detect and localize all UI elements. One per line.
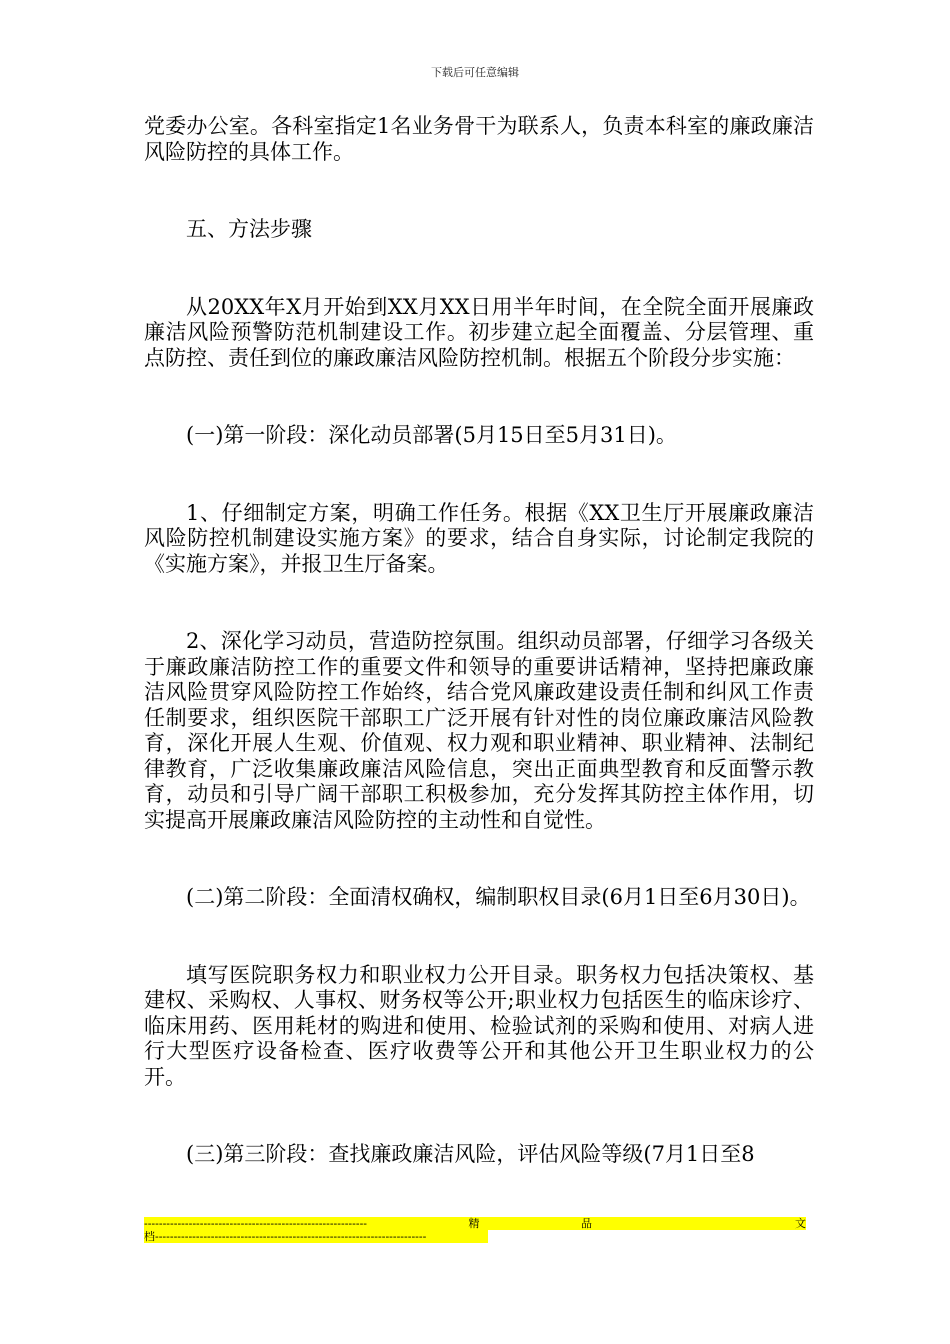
footer-dashes: ------------------------------------------------------------ — [144, 1217, 368, 1230]
footer-row-2: 档------------------------------------------------------------------------- — [144, 1230, 488, 1243]
footer-word-2: 品 — [580, 1217, 592, 1230]
paragraph: (三)第三阶段：查找廉政廉洁风险，评估风险等级(7月1日至8 — [186, 1142, 755, 1166]
paragraph: 填写医院职务权力和职业权力公开目录。职务权力包括决策权、基建权、采购权、人事权、财务权等公开;职业权力包括医生的临床诊疗、临床用药、医用耗材的购进和使用、检验试剂的采购和使用、对病人进行大型医疗设备检查、医疗收费等公开和其他公开卫生职业权力的公开。 — [144, 962, 814, 1089]
paragraph: 从20XX年X月开始到XX月XX日用半年时间，在全院全面开展廉政廉洁风险预警防范机制建设工作。初步建立起全面覆盖、分层管理、重点防控、责任到位的廉政廉洁风险防控机制。根据五个阶段分步实施： — [144, 294, 814, 370]
paragraph: 党委办公室。各科室指定1名业务骨干为联系人，负责本科室的廉政廉洁风险防控的具体工作。 — [144, 114, 814, 164]
document-body — [144, 114, 814, 1168]
paragraph: 2、深化学习动员，营造防控氛围。组织动员部署，仔细学习各级关于廉政廉洁防控工作的重要文件和领导的重要讲话精神，坚持把廉政廉洁风险贯穿风险防控工作始终，结合党风廉政建设责任制和纠风工作责任制要求，组织医院干部职工广泛开展有针对性的岗位廉政廉洁风险教育，深化开展人生观、价值观、权力观和职业精神、职业精神、法制纪律教育，广泛收集廉政廉洁风险信息，突出正面典型教育和反面警示教育，动员和引导广阔干部职工积极参加，充分发挥其防控主体作用，切实提高开展廉政廉洁风险防控的主动性和自觉性。 — [144, 629, 814, 832]
footer-row-1 — [144, 1217, 806, 1230]
paragraph: 1、仔细制定方案，明确工作任务。根据《XX卫生厅开展廉政廉洁风险防控机制建设实施方案》的要求，结合自身实际，讨论制定我院的《实施方案》，并报卫生厅备案。 — [144, 500, 814, 576]
footer-word-1: 精 — [468, 1217, 480, 1230]
paragraph: (二)第二阶段：全面清权确权，编制职权目录(6月1日至6月30日)。 — [186, 885, 811, 909]
footer-word-3: 文 — [794, 1217, 806, 1230]
paragraph: 五、方法步骤 — [186, 217, 312, 241]
footer-watermark-band — [144, 1217, 806, 1246]
page-header-note: 下载后可任意编辑 — [431, 66, 519, 79]
paragraph: (一)第一阶段：深化动员部署(5月15日至5月31日)。 — [186, 423, 677, 447]
